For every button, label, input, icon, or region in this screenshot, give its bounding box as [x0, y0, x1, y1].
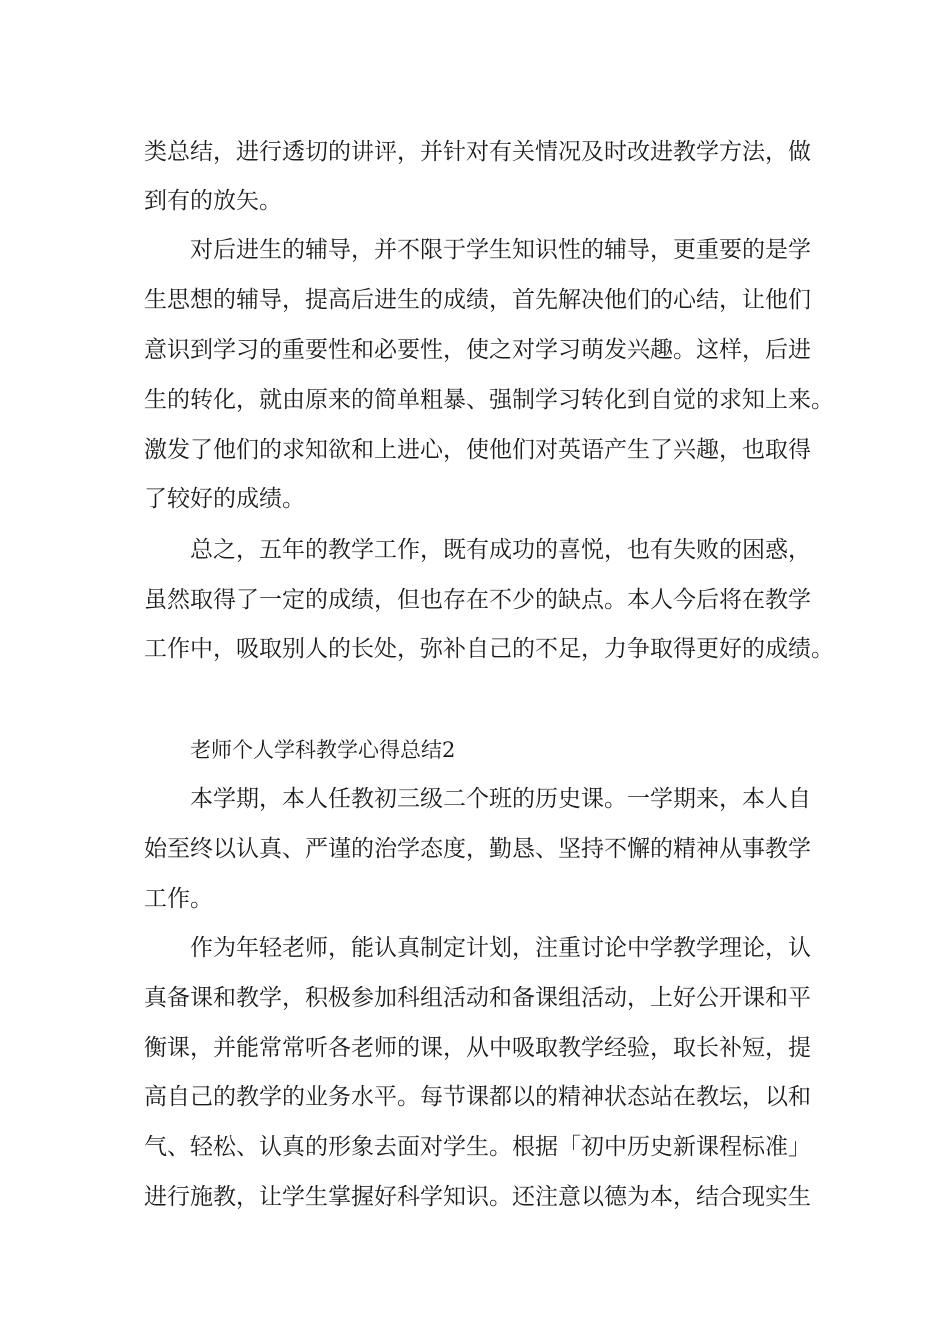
- text-line: 了较好的成绩。: [144, 486, 305, 512]
- text-line: 工作。: [144, 886, 213, 912]
- text-line: 真备课和教学，积极参加科组活动和备课组活动，上好公开课和平: [144, 985, 811, 1011]
- text-line: 到有的放矢。: [144, 188, 282, 214]
- paragraph-start-line: 本学期，本人任教初三级二个班的历史课。一学期来，本人自: [190, 786, 811, 812]
- text-line: 生的转化，就由原来的简单粗暴、强制学习转化到自觉的求知上来。: [144, 387, 834, 413]
- text-line: 高自己的教学的业务水平。每节课都以的精神状态站在教坛，以和: [144, 1084, 811, 1110]
- text-line: 类总结，进行透切的讲评，并针对有关情况及时改进教学方法，做: [144, 139, 811, 165]
- text-line: 激发了他们的求知欲和上进心，使他们对英语产生了兴趣，也取得: [144, 437, 811, 463]
- text-line: 进行施教，让学生掌握好科学知识。还注意以德为本，结合现实生: [144, 1184, 811, 1210]
- paragraph-start-line: 总之，五年的教学工作，既有成功的喜悦，也有失败的困惑，: [190, 537, 811, 563]
- text-line: 意识到学习的重要性和必要性，使之对学习萌发兴趣。这样，后进: [144, 337, 811, 363]
- text-line: 虽然取得了一定的成绩，但也存在不少的缺点。本人今后将在教学: [144, 587, 811, 613]
- paragraph-start-line: 作为年轻老师，能认真制定计划，注重讨论中学教学理论，认: [190, 935, 811, 961]
- text-line: 衡课，并能常常听各老师的课，从中吸取教学经验，取长补短，提: [144, 1035, 811, 1061]
- text-line: 生思想的辅导，提高后进生的成绩，首先解决他们的心结，让他们: [144, 287, 811, 313]
- text-line: 始至终以认真、严谨的治学态度，勤恳、坚持不懈的精神从事教学: [144, 836, 811, 862]
- section-heading: 老师个人学科教学心得总结2: [190, 738, 456, 762]
- text-line: 气、轻松、认真的形象去面对学生。根据「初中历史新课程标准」: [144, 1134, 811, 1160]
- paragraph-start-line: 对后进生的辅导，并不限于学生知识性的辅导，更重要的是学: [190, 237, 811, 263]
- text-line: 工作中，吸取别人的长处，弥补自己的不足，力争取得更好的成绩。: [144, 636, 834, 662]
